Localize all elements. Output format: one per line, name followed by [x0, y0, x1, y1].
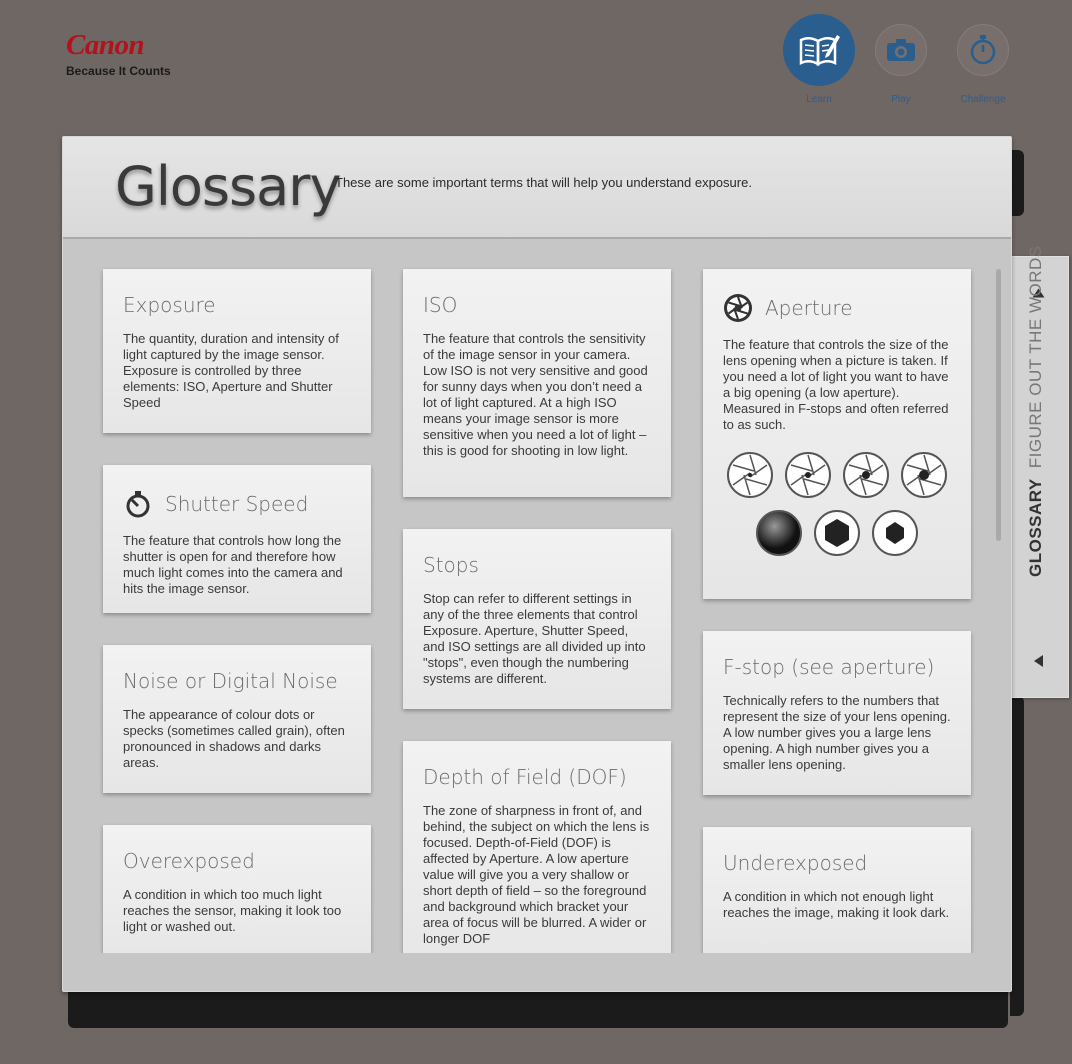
term-card-noise [103, 645, 371, 793]
panel-header [63, 137, 1011, 239]
nav-learn[interactable] [782, 14, 856, 105]
term-card-stops [403, 529, 671, 709]
term-card-aperture [703, 269, 971, 599]
term-body: A condition in which not enough light reaches the image, making it look dark. [723, 889, 950, 920]
term-card-exposure [103, 269, 371, 433]
term-title: Stops [423, 553, 479, 577]
camera-icon [875, 24, 927, 76]
canon-logo[interactable] [66, 28, 171, 78]
page-subtitle: These are some important terms that will help you understand exposure. [335, 175, 752, 190]
aperture-blade-icon [726, 451, 774, 499]
term-body: The feature that controls how long the shutter is open for and therefore how much light comes into the camera and hits the image sensor. [123, 533, 343, 596]
nav-learn-label: Learn [806, 94, 832, 105]
term-title: Aperture [765, 296, 853, 320]
term-body: The feature that controls the sensitivity of the image sensor in your camera. Low ISO is not very sensitive and good for sunny days when you don’t need a lot of light captured. At a high ISO means your image sensor is more sensitive when you need a lot of light – this is good for shooting in low light. [423, 331, 648, 458]
brand-name: Canon [66, 29, 145, 61]
term-card-dof [403, 741, 671, 953]
nav-challenge[interactable] [956, 14, 1010, 105]
brand-tagline: Because It Counts [66, 64, 171, 78]
aperture-blade-icon [784, 451, 832, 499]
term-title: ISO [423, 293, 458, 317]
term-body: The quantity, duration and intensity of light captured by the image sensor. Exposure is controlled by three elements: ISO, Aperture and Shutter Speed [123, 331, 339, 410]
tab-figure-out-the-words[interactable]: FIGURE OUT THE WORDS [1026, 245, 1045, 469]
term-title: Exposure [123, 293, 216, 317]
term-card-underexposed [703, 827, 971, 953]
term-card-shutter-speed [103, 465, 371, 613]
term-body: The appearance of colour dots or specks (sometimes called grain), often pronounced in shadows and darks areas. [123, 707, 345, 770]
nav-challenge-label: Challenge [960, 94, 1006, 105]
term-card-overexposed [103, 825, 371, 953]
term-body: The zone of sharpness in front of, and behind, the subject on which the lens is focused. Depth-of-Field (DOF) is affected by Aperture. A low aperture value will give you a very shallow or short depth of field – so the foreground and background which bracket your area of focus will be blurred. A wider or longer DOF [423, 803, 650, 946]
scrollbar-thumb[interactable] [996, 269, 1001, 541]
page-title: Glossary [115, 155, 341, 218]
panel-edge [1010, 696, 1024, 1016]
panel-edge [1010, 150, 1024, 216]
term-title-row [123, 489, 351, 519]
term-body: Technically refers to the numbers that represent the size of your lens opening. A low number gives you a large lens opening. A high number gives you a smaller lens opening. [723, 693, 951, 772]
term-title-row [723, 293, 951, 323]
term-title: F-stop (see aperture) [723, 655, 935, 679]
term-card-fstop [703, 631, 971, 795]
side-tab[interactable] [1012, 245, 1069, 698]
aperture-blade-icon [900, 451, 948, 499]
main-nav [778, 14, 1038, 114]
stopwatch-icon [957, 24, 1009, 76]
term-title: Overexposed [123, 849, 255, 873]
arrow-down-icon[interactable] [1034, 655, 1043, 667]
term-body: A condition in which too much light reaches the sensor, making it look too light or washed out. [123, 887, 342, 934]
term-body: Stop can refer to different settings in any of the three elements that control Exposure. Aperture, Shutter Speed, and ISO settings are all divided up into "stops", even though the numbering systems are different. [423, 591, 646, 686]
aperture-closed-icon [755, 509, 803, 557]
term-title: Noise or Digital Noise [123, 669, 338, 693]
glossary-content[interactable] [63, 239, 1011, 953]
term-title: Shutter Speed [165, 492, 309, 516]
side-tab-labels [1026, 245, 1046, 577]
stopwatch-icon [123, 489, 153, 519]
aperture-wide-icon [871, 509, 919, 557]
nav-play-label: Play [891, 94, 911, 105]
book-pencil-icon [783, 14, 855, 86]
nav-play[interactable] [874, 14, 928, 105]
tab-glossary[interactable]: GLOSSARY [1026, 478, 1045, 577]
term-body: The feature that controls the size of the lens opening when a picture is taken. If you need a lot of light you want to have a big opening (a low aperture). Measured in F-stops and often referred to as such. [723, 337, 949, 432]
aperture-icon [723, 293, 753, 323]
aperture-illustrations [723, 451, 951, 557]
term-title: Depth of Field (DOF) [423, 765, 627, 789]
aperture-blade-icon [842, 451, 890, 499]
glossary-panel [62, 136, 1012, 992]
aperture-wide-icon [813, 509, 861, 557]
term-card-iso [403, 269, 671, 497]
term-title: Underexposed [723, 851, 868, 875]
